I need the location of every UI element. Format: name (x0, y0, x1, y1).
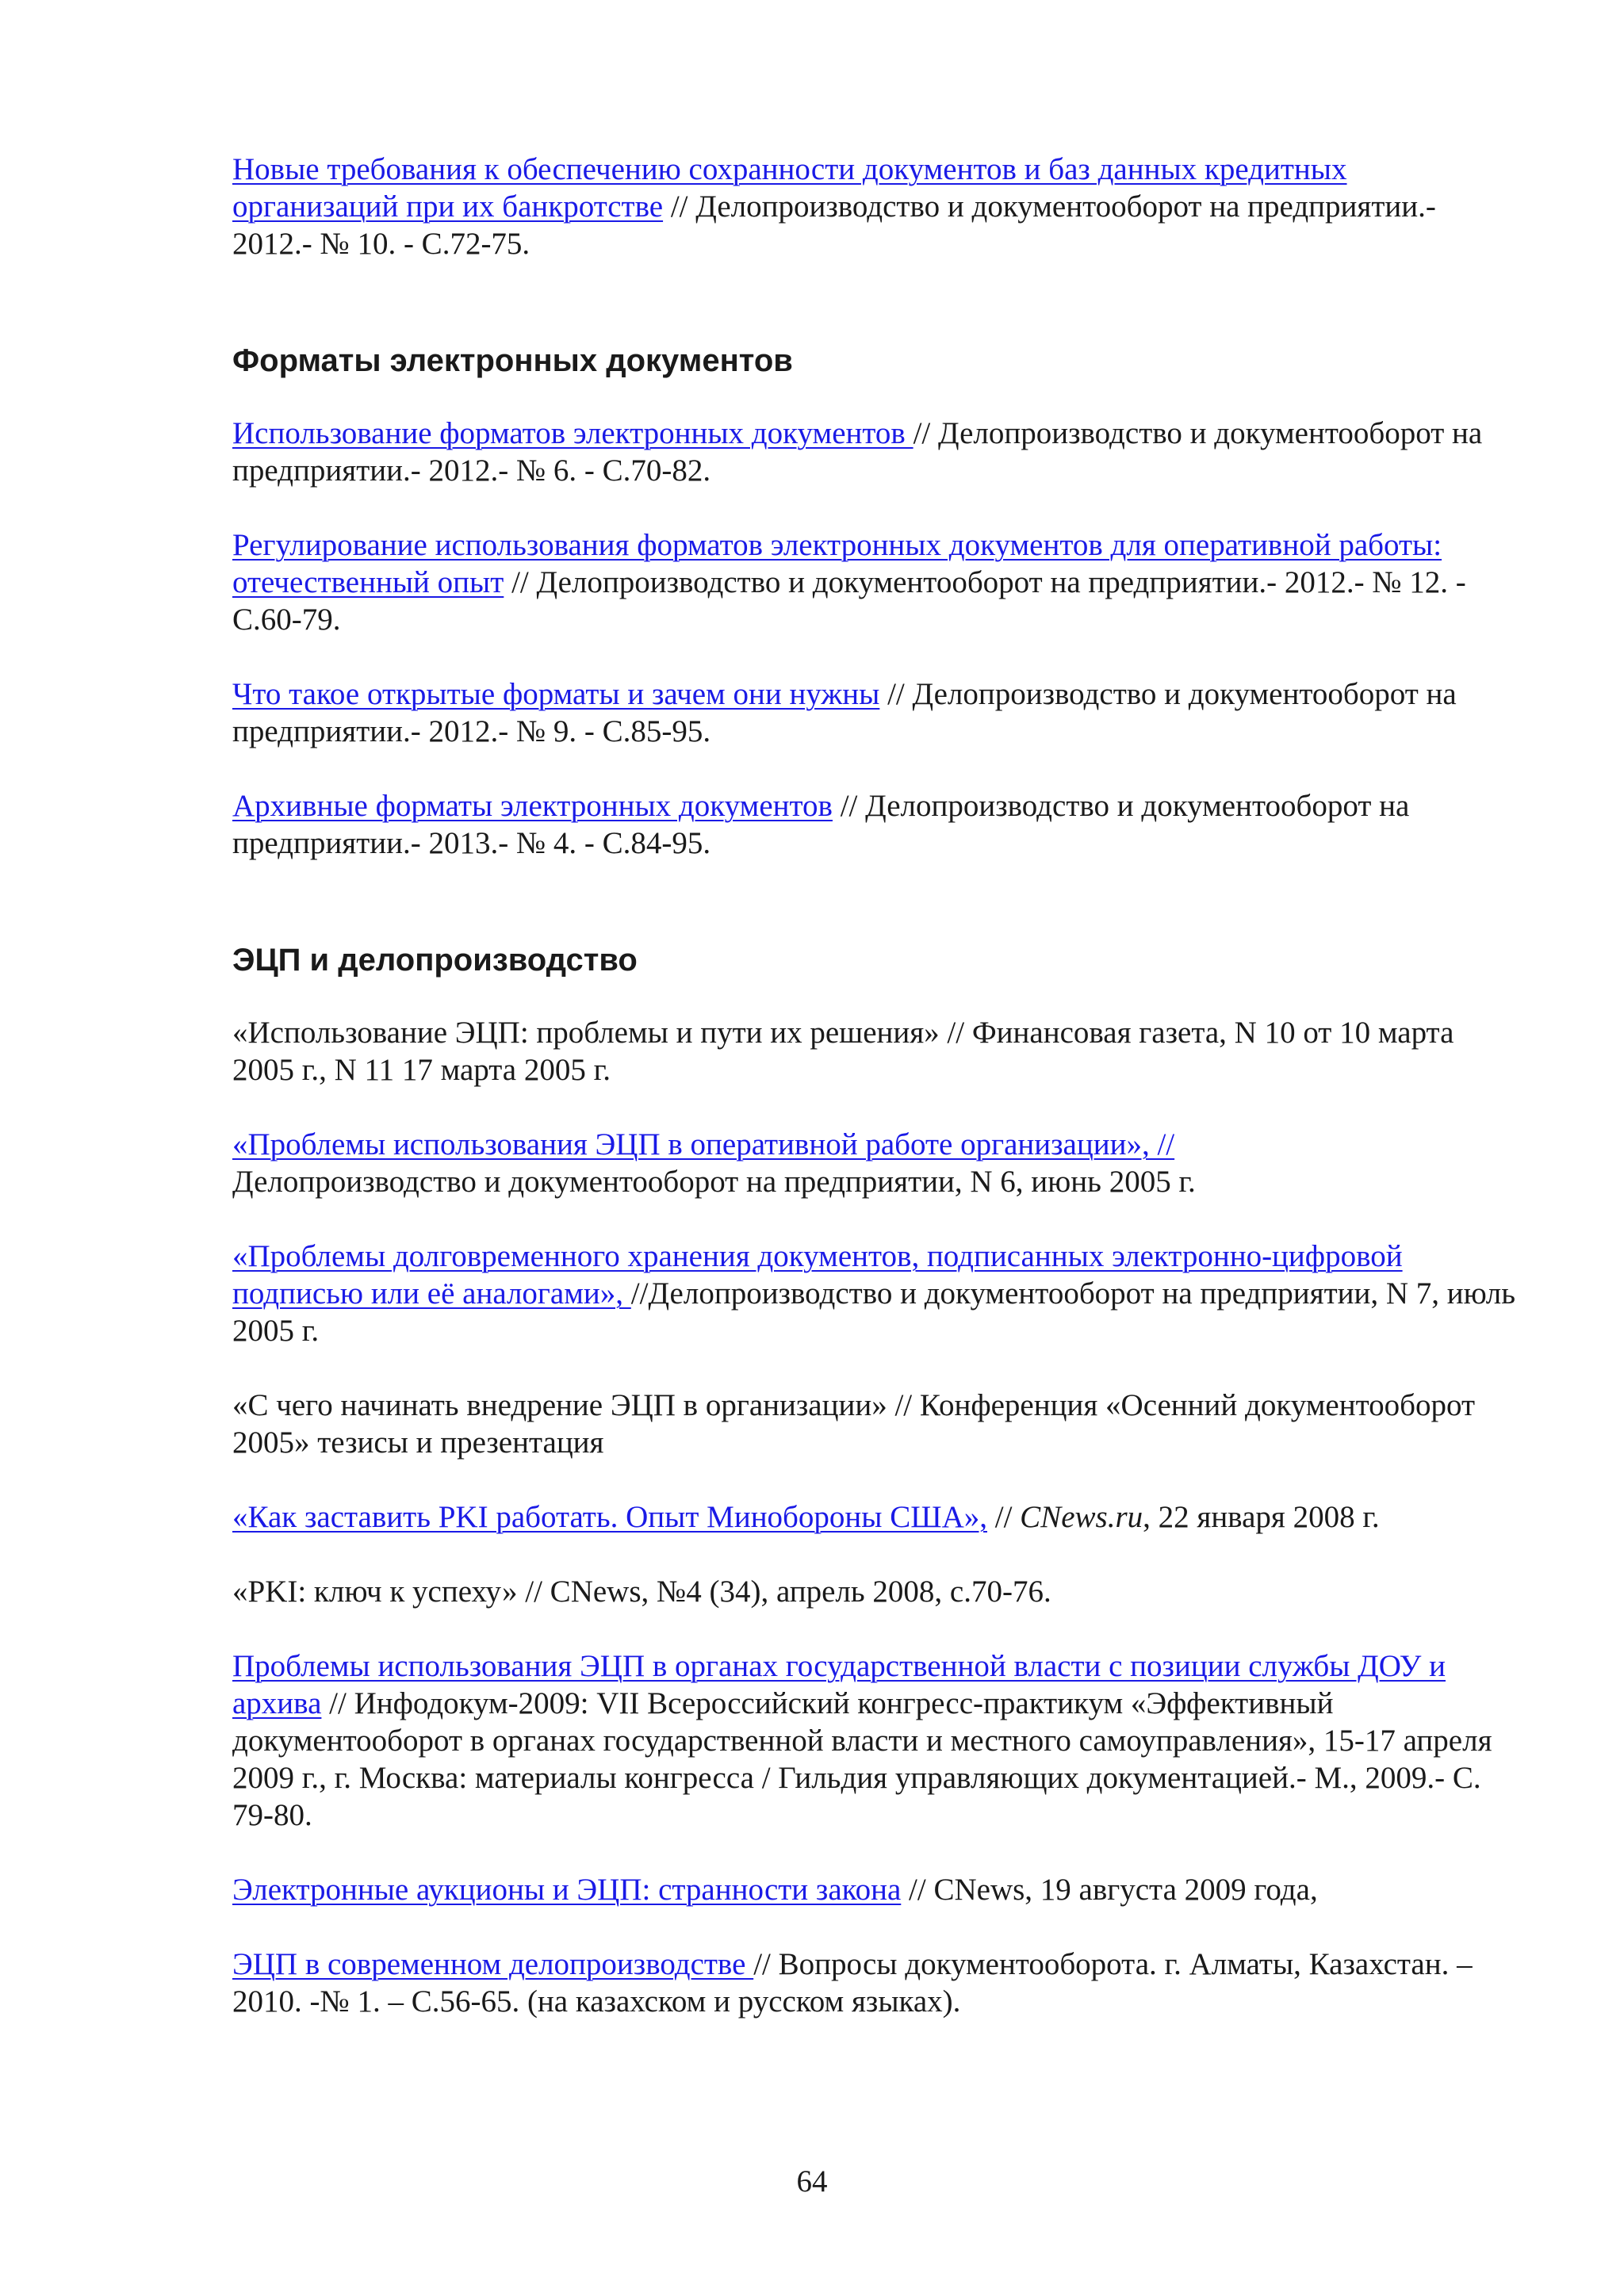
bibliography-entry (232, 526, 1517, 638)
entry-citation: // (987, 1500, 1021, 1534)
entry-link[interactable]: Использование форматов электронных документов (232, 416, 914, 450)
entry-source-italic: CNews.ru (1020, 1500, 1143, 1534)
entry-citation: Делопроизводство и документооборот на предприятии, N 6, июнь 2005 г. (232, 1165, 1196, 1199)
entry-citation: , 22 января 2008 г. (1143, 1500, 1380, 1534)
entry-citation: // CNews, 19 августа 2009 года, (901, 1873, 1318, 1907)
entry-link[interactable]: ЭЦП в современном делопроизводстве (232, 1947, 754, 1981)
page-content (232, 151, 1517, 2020)
entry-link[interactable]: Регулирование использования форматов электронных документов для оперативной работы: отечественный опыт (232, 528, 1442, 599)
entry-link[interactable]: «Как заставить PKI работать. Опыт Минобороны США», (232, 1500, 987, 1534)
entry-link[interactable]: Проблемы использования ЭЦП в органах государственной власти с позиции службы ДОУ и архива (232, 1649, 1446, 1720)
entry-link[interactable]: Архивные форматы электронных документов (232, 789, 833, 823)
bibliography-entry (232, 1647, 1517, 1834)
page-number: 64 (796, 2164, 828, 2198)
entry-citation: // Делопроизводство и документооборот на предприятии.- 2013.- № 4. - С.84-95. (232, 789, 1410, 860)
entry-citation: // Делопроизводство и документооборот на предприятии.- 2012.- № 12. - С.60-79. (232, 565, 1466, 637)
entry-citation: // Делопроизводство и документооборот на предприятии.- 2012.- № 9. - С.85-95. (232, 677, 1457, 748)
section-heading: ЭЦП и делопроизводство (232, 943, 638, 978)
bibliography-entry (232, 1238, 1517, 1349)
entry-citation: //Делопроизводство и документооборот на предприятии, N 7, июль 2005 г. (232, 1276, 1516, 1348)
bibliography-entry (232, 1126, 1517, 1200)
bibliography-entry (232, 1946, 1517, 2020)
entry-citation: // Инфодокум-2009: VII Всероссийский конгресс-практикум «Эффективный документооборот в органах государственной власти и местного самоуправления», 15-17 апреля 2009 г., г. Москва: материалы конгресса / Гильдия управляющих документацией.- М., 2009.- С. 79-80. (232, 1686, 1492, 1832)
entry-citation: «PKI: ключ к успеху» // CNews, №4 (34), апрель 2008, с.70-76. (232, 1575, 1051, 1609)
entry-link[interactable]: «Проблемы долговременного хранения документов, подписанных электронно-цифровой подписью или её аналогами», (232, 1239, 1403, 1311)
bibliography-entry (232, 1014, 1517, 1089)
bibliography-entry (232, 1573, 1517, 1610)
bibliography-entry (232, 415, 1517, 489)
entry-citation: // Делопроизводство и документооборот на предприятии.- 2012.- № 10. - С.72-75. (232, 189, 1436, 261)
bibliography-entry (232, 1871, 1517, 1908)
entry-link[interactable]: «Проблемы использования ЭЦП в оперативной работе организации», // (232, 1127, 1175, 1161)
entry-citation: «С чего начинать внедрение ЭЦП в организации» // Конференция «Осенний документооборот 2005» тезисы и презентация (232, 1388, 1476, 1460)
entry-link[interactable]: Что такое открытые форматы и зачем они нужны (232, 677, 880, 711)
entry-link[interactable]: Электронные аукционы и ЭЦП: странности закона (232, 1873, 902, 1907)
bibliography-entry (232, 1387, 1517, 1461)
entry-citation: «Использование ЭЦП: проблемы и пути их решения» // Финансовая газета, N 10 от 10 марта 2005 г., N 11 17 марта 2005 г. (232, 1016, 1454, 1087)
bibliography-entry (232, 1498, 1517, 1536)
section-heading: Форматы электронных документов (232, 343, 793, 378)
bibliography-entry (232, 787, 1517, 862)
bibliography-entry (232, 151, 1517, 262)
entry-citation: // Вопросы документооборота. г. Алматы, Казахстан. – 2010. -№ 1. – С.56-65. (на казахском и русском языках). (232, 1947, 1473, 2019)
bibliography-entry (232, 675, 1517, 750)
entry-citation: // Делопроизводство и документооборот на предприятии.- 2012.- № 6. - С.70-82. (232, 416, 1483, 488)
entry-link[interactable]: Новые требования к обеспечению сохранности документов и баз данных кредитных организаций при их банкротстве (232, 152, 1347, 224)
